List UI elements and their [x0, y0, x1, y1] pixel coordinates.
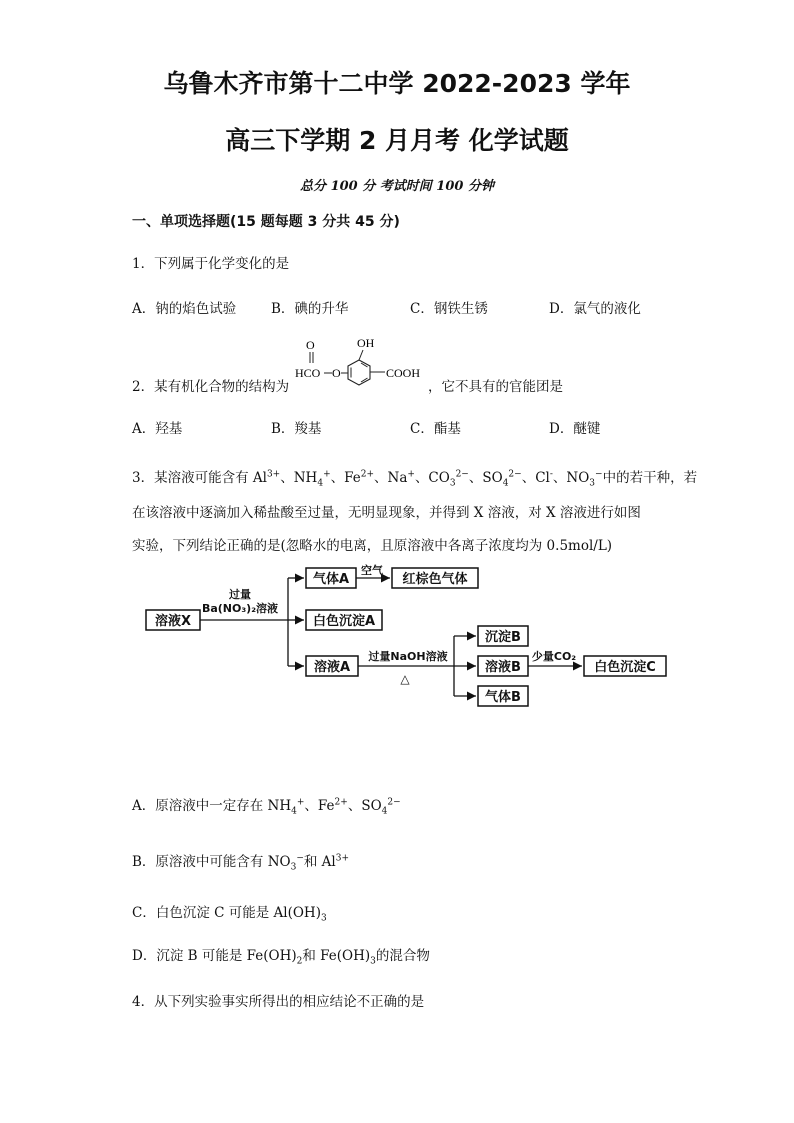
reagent-1-bottom: Ba(NO₃)₂溶液 — [201, 602, 279, 615]
heat-symbol: △ — [400, 672, 410, 686]
question-4-stem: 4．从下列实验事实所得出的相应结论不正确的是 — [132, 994, 425, 1010]
question-2-stem-before: 2．某有机化合物的结构为 — [132, 379, 290, 395]
title-line-1: 乌鲁木齐市第十二中学 2022-2023 学年 — [163, 69, 631, 98]
title-line-2: 高三下学期 2 月月考 化学试题 — [225, 126, 569, 155]
oh-bond — [359, 350, 363, 360]
question-2-option-c: C．酯基 — [410, 421, 461, 437]
reaction-flow-diagram — [140, 560, 670, 720]
label-solution-b: 溶液B — [485, 660, 521, 675]
label-ppt-b: 沉淀B — [485, 630, 521, 645]
cooh-label: COOH — [386, 366, 421, 380]
label-red-brown-gas: 红棕色气体 — [402, 572, 468, 587]
question-2-option-a: A．羟基 — [132, 421, 183, 437]
ester-o-label: O — [332, 366, 341, 380]
label-gas-b: 气体B — [485, 690, 521, 705]
label-gas-a: 气体A — [312, 572, 350, 587]
question-2-option-b: B．羧基 — [271, 421, 322, 437]
question-3-option-a: A．原溶液中一定存在 $NH_4^+$、$Fe^{2+}$、$SO_4^{2-}$ — [132, 797, 401, 817]
question-1-option-d: D．氯气的液化 — [549, 301, 641, 317]
reagent-3: 少量CO₂ — [531, 650, 577, 663]
label-white-ppt-c: 白色沉淀C — [594, 660, 656, 675]
label-solution-x: 溶液X — [154, 614, 192, 629]
label-white-ppt-a: 白色沉淀A — [312, 614, 376, 629]
question-1-stem: 1．下列属于化学变化的是 — [132, 256, 290, 272]
question-2-stem-after: ，它不具有的官能团是 — [428, 379, 563, 395]
question-3-line-2: 在该溶液中逐滴加入稀盐酸至过量，无明显现象，并得到 X 溶液，对 X 溶液进行如图 — [132, 505, 641, 521]
question-3-option-d: D．沉淀 B 可能是 $Fe(OH)_2$和 $Fe(OH)_3$的混合物 — [132, 948, 430, 967]
exam-info: 总分 100 分 考试时间 100 分钟 — [300, 179, 494, 194]
question-1-option-a: A．钠的焰色试验 — [132, 301, 237, 317]
section-heading: 一、单项选择题(15 题每题 3 分共 45 分) — [132, 214, 400, 230]
oh-label: OH — [357, 336, 375, 350]
question-2-option-d: D．醚键 — [549, 421, 601, 437]
reagent-2: 过量NaOH溶液 — [368, 650, 448, 663]
question-3-line-1: 3．某溶液可能含有 $Al^{3+}$、$NH_4^+$、$Fe^{2+}$、Na+、$CO_3^{2-}$、$SO_4^{2-}$、Cl-、$NO_3^-$中的若干种，若 — [132, 469, 698, 489]
question-3-option-b: B．原溶液中可能含有 $NO_3^-$和 $Al^{3+}$ — [132, 853, 350, 873]
organic-structure-diagram — [293, 334, 429, 394]
hco-label: HCO — [295, 366, 321, 380]
question-3-line-3: 实验，下列结论正确的是(忽略水的电离，且原溶液中各离子浓度均为 0.5mol/L) — [132, 538, 613, 554]
question-1-option-b: B．碘的升华 — [271, 301, 349, 317]
question-1-option-c: C．钢铁生锈 — [410, 301, 488, 317]
question-3-option-c: C．白色沉淀 C 可能是 $Al(OH)_3$ — [132, 905, 327, 924]
label-solution-a: 溶液A — [313, 660, 351, 675]
label-air: 空气 — [361, 564, 383, 577]
carbonyl-o-label: O — [306, 338, 315, 352]
reagent-1-top: 过量 — [229, 588, 251, 601]
